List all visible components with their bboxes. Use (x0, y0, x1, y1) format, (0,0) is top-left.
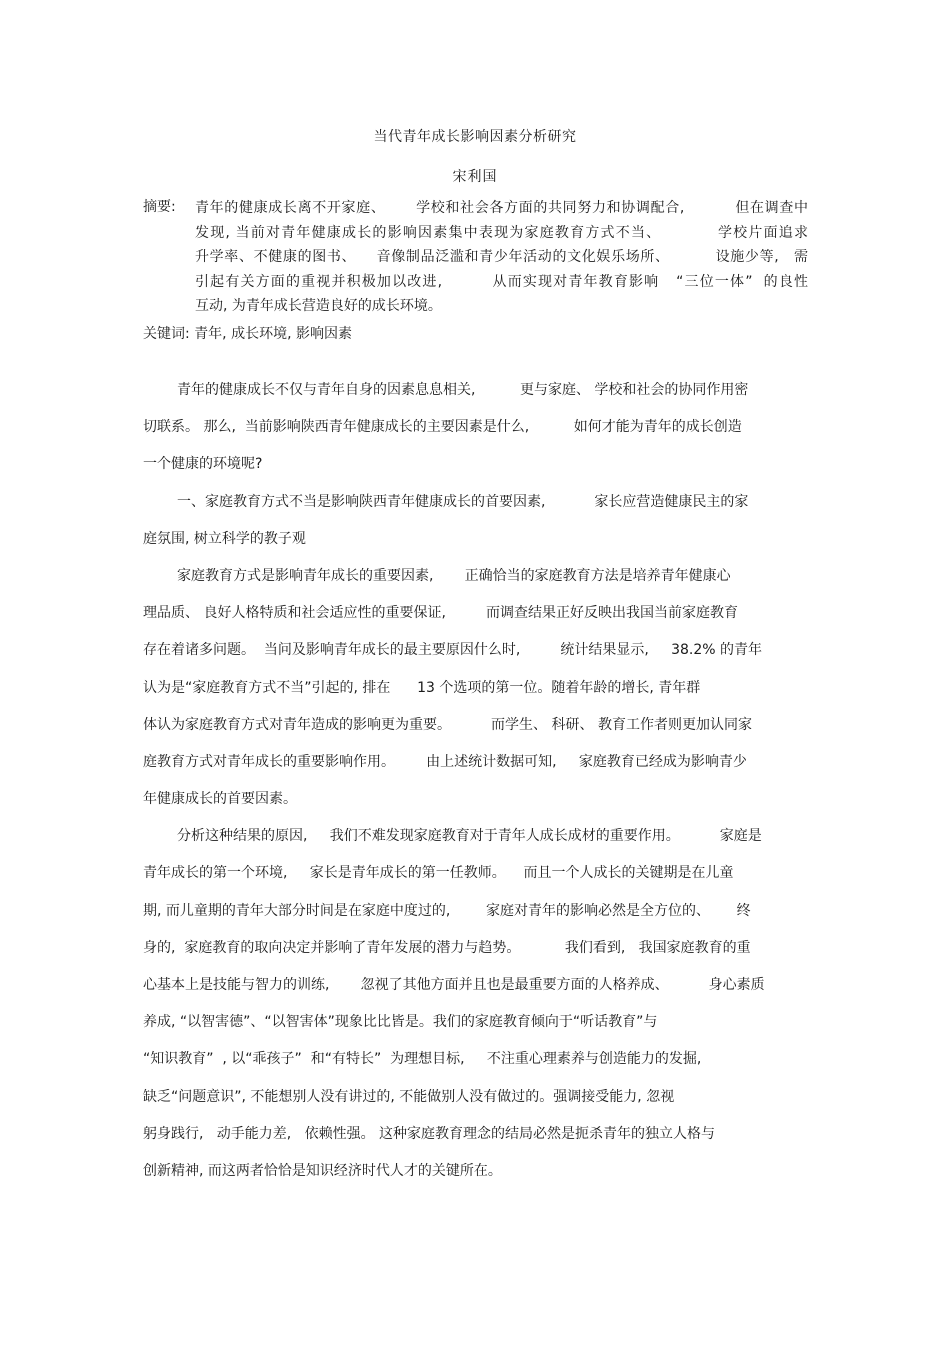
body-line: 青年成长的第一个环境, 家长是青年成长的第一任教师。 而且一个人成长的关键期是在儿童 (143, 865, 734, 882)
body-line: 躬身践行, 动手能力差, 依赖性强。 这种家庭教育理念的结局必然是扼杀青年的独立人格与 (143, 1125, 716, 1142)
section-heading-line: 一、家庭教育方式不当是影响陕西青年健康成长的首要因素, 家长应营造健康民主的家 (177, 493, 749, 510)
body-line: 身的, 家庭教育的取向决定并影响了青年发展的潜力与趋势。 我们看到, 我国家庭教育的重 (143, 939, 751, 956)
body-line: 一个健康的环境呢? (143, 456, 263, 473)
document-title: 当代青年成长影响因素分析研究 (373, 129, 577, 145)
author-name: 宋利国 (452, 169, 498, 185)
section-heading-line: 庭氛围, 树立科学的教子观 (143, 530, 306, 547)
abstract-body (195, 196, 808, 319)
body-line: “知识教育” , 以“乖孩子” 和“有特长” 为理想目标, 不注重心理素养与创造能力的发掘, (143, 1051, 702, 1068)
body-line: 体认为家庭教育方式对青年造成的影响更为重要。 而学生、 科研、 教育工作者则更加认同家 (143, 716, 752, 733)
body-line: 存在着诸多问题。 当问及影响青年成长的最主要原因什么时, 统计结果显示, 38.2% 的青年 (143, 642, 763, 659)
abstract-line: 引起有关方面的重视并积极加以改进, 从而实现对青年教育影响 “三位一体” 的良性 (195, 273, 808, 290)
body-line: 切联系。 那么, 当前影响陕西青年健康成长的主要因素是什么, 如何才能为青年的成长创造 (143, 419, 742, 436)
body-text (143, 374, 803, 1192)
abstract-line: 发现, 当前对青年健康成长的影响因素集中表现为家庭教育方式不当、 学校片面追求 (195, 224, 808, 241)
body-line: 青年的健康成长不仅与青年自身的因素息息相关, 更与家庭、 学校和社会的协同作用密 (177, 382, 749, 398)
body-line: 认为是“家庭教育方式不当”引起的, 排在 13 个选项的第一位。随着年龄的增长, 青年群 (143, 679, 701, 696)
body-line: 创新精神, 而这两者恰恰是知识经济时代人才的关键所在。 (143, 1162, 502, 1179)
abstract-line: 升学率、不健康的图书、 音像制品泛滥和青少年活动的文化娱乐场所、 设施少等, 需 (195, 249, 808, 265)
body-line: 理品质、 良好人格特质和社会适应性的重要保证, 而调查结果正好反映出我国当前家庭教育 (143, 605, 738, 622)
abstract-label: 摘要: (143, 199, 176, 215)
abstract-section (143, 196, 808, 319)
abstract-line: 互动, 为青年成长营造良好的成长环境。 (195, 298, 442, 314)
keywords-line: 关键词: 青年, 成长环境, 影响因素 (143, 326, 352, 342)
abstract-line: 青年的健康成长离不开家庭、 学校和社会各方面的共同努力和协调配合, 但在调查中 (195, 200, 808, 216)
body-line: 年健康成长的首要因素。 (143, 791, 297, 808)
body-line: 心基本上是技能与智力的训练, 忽视了其他方面并且也是最重要方面的人格养成、 身心素质 (143, 977, 765, 993)
body-line: 分析这种结果的原因, 我们不难发现家庭教育对于青年人成长成材的重要作用。 家庭是 (177, 828, 762, 845)
body-line: 养成, “以智害德”、“以智害体”现象比比皆是。我们的家庭教育倾向于“听话教育”与 (143, 1014, 658, 1031)
body-line: 缺乏“问题意识”, 不能想别人没有讲过的, 不能做别人没有做过的。强调接受能力, 忽视 (143, 1088, 675, 1105)
body-line: 家庭教育方式是影响青年成长的重要因素, 正确恰当的家庭教育方法是培养青年健康心 (177, 567, 731, 584)
body-line: 庭教育方式对青年成长的重要影响作用。 由上述统计数据可知, 家庭教育已经成为影响青少 (143, 753, 747, 770)
body-line: 期, 而儿童期的青年大部分时间是在家庭中度过的, 家庭对青年的影响必然是全方位的、 终 (143, 902, 751, 919)
